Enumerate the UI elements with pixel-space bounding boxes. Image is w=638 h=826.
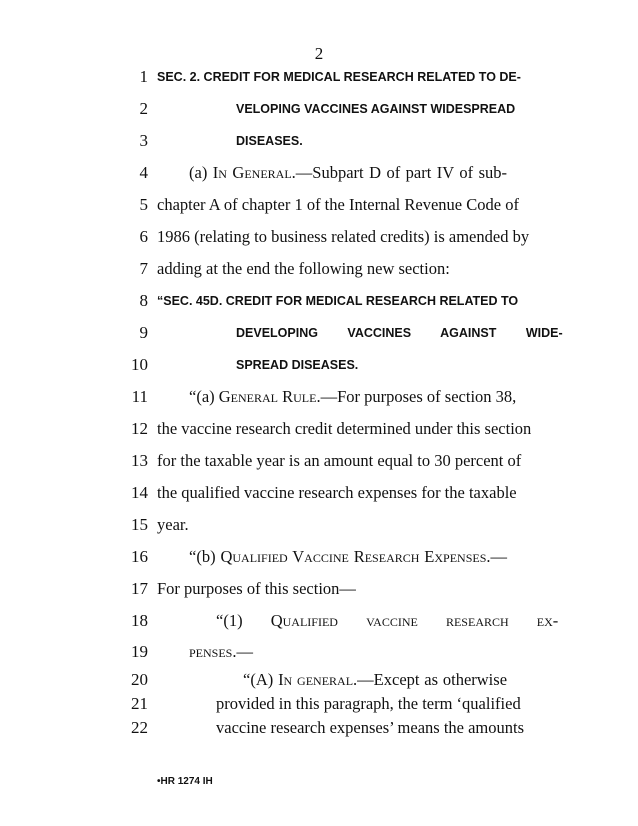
text-line [0, 255, 638, 283]
line-number: 22 [131, 718, 148, 737]
text-line [0, 415, 638, 443]
page-number: 2 [314, 44, 324, 63]
line-number: 11 [131, 387, 148, 406]
text-line [0, 511, 638, 539]
text-line [0, 607, 638, 635]
section-heading: SEC. 2. CREDIT FOR MEDICAL RESEARCH RELATED TO DE- [157, 70, 521, 84]
text-line [0, 575, 638, 603]
line-number: 21 [131, 694, 148, 713]
text-line [0, 191, 638, 219]
section-heading: VELOPING VACCINES AGAINST WIDESPREAD [236, 102, 516, 116]
text-line [0, 63, 638, 91]
line-number: 13 [131, 451, 148, 470]
line-number: 15 [131, 515, 148, 534]
text-line [0, 351, 638, 379]
line-text: year. [157, 515, 189, 534]
line-text: For purposes of this section— [157, 579, 356, 598]
section-heading: DEVELOPING VACCINES AGAINST WIDE- [236, 326, 563, 340]
line-number: 3 [139, 131, 148, 150]
line-text: “(1) Qualified vaccine research ex- [216, 611, 559, 630]
text-line [0, 383, 638, 411]
line-text: (a) In General.—Subpart D of part IV of sub- [189, 163, 507, 182]
text-line [0, 479, 638, 507]
line-number: 10 [131, 355, 148, 374]
line-number: 19 [131, 642, 148, 661]
line-text: penses.— [189, 642, 253, 661]
line-number: 7 [139, 259, 148, 278]
line-text: chapter A of chapter 1 of the Internal Revenue Code of [157, 195, 519, 214]
line-number: 8 [139, 291, 148, 310]
text-line [0, 319, 638, 347]
line-number: 2 [139, 99, 148, 118]
line-number: 12 [131, 419, 148, 438]
line-number: 1 [139, 67, 148, 86]
line-text: the vaccine research credit determined under this section [157, 419, 532, 438]
section-heading: DISEASES. [236, 134, 303, 148]
line-number: 18 [131, 611, 148, 630]
subsection-heading: General Rule [218, 387, 317, 406]
paragraph-heading: Qualified vaccine research ex- [270, 611, 559, 630]
text-line [0, 95, 638, 123]
subsection-heading: In General [212, 163, 292, 182]
line-text: for the taxable year is an amount equal to 30 percent of [157, 451, 522, 470]
text-line [0, 447, 638, 475]
line-text: the qualified vaccine research expenses for the taxable [157, 483, 517, 502]
paragraph-heading: penses [189, 642, 233, 661]
text-line [0, 127, 638, 155]
section-heading: “SEC. 45D. CREDIT FOR MEDICAL RESEARCH RELATED TO [157, 294, 519, 308]
line-text: “(A) In general.—Except as otherwise [243, 670, 508, 689]
text-line [0, 159, 638, 187]
line-text: “(b) Qualified Vaccine Research Expenses.— [189, 547, 507, 566]
line-number: 6 [139, 227, 148, 246]
line-number: 9 [139, 323, 148, 342]
bill-identifier: •HR 1274 IH [157, 776, 213, 787]
section-heading: SPREAD DISEASES. [236, 358, 359, 372]
line-text: provided in this paragraph, the term ‘qualified [216, 694, 521, 713]
text-line [0, 543, 638, 571]
text-line [0, 638, 638, 666]
line-number: 5 [139, 195, 148, 214]
line-number: 17 [131, 579, 148, 598]
line-text: adding at the end the following new section: [157, 259, 450, 278]
text-line [0, 714, 638, 742]
subparagraph-heading: In general [278, 670, 354, 689]
line-text: “(a) General Rule.—For purposes of section 38, [189, 387, 517, 406]
line-number: 20 [131, 670, 148, 689]
text-line [0, 223, 638, 251]
line-text: 1986 (relating to business related credits) is amended by [157, 227, 530, 246]
text-line [0, 287, 638, 315]
line-number: 14 [131, 483, 148, 502]
line-text: vaccine research expenses’ means the amounts [216, 718, 525, 737]
line-number: 4 [139, 163, 148, 182]
subsection-heading: Qualified Vaccine Research Expenses [220, 547, 487, 566]
line-number: 16 [131, 547, 148, 566]
